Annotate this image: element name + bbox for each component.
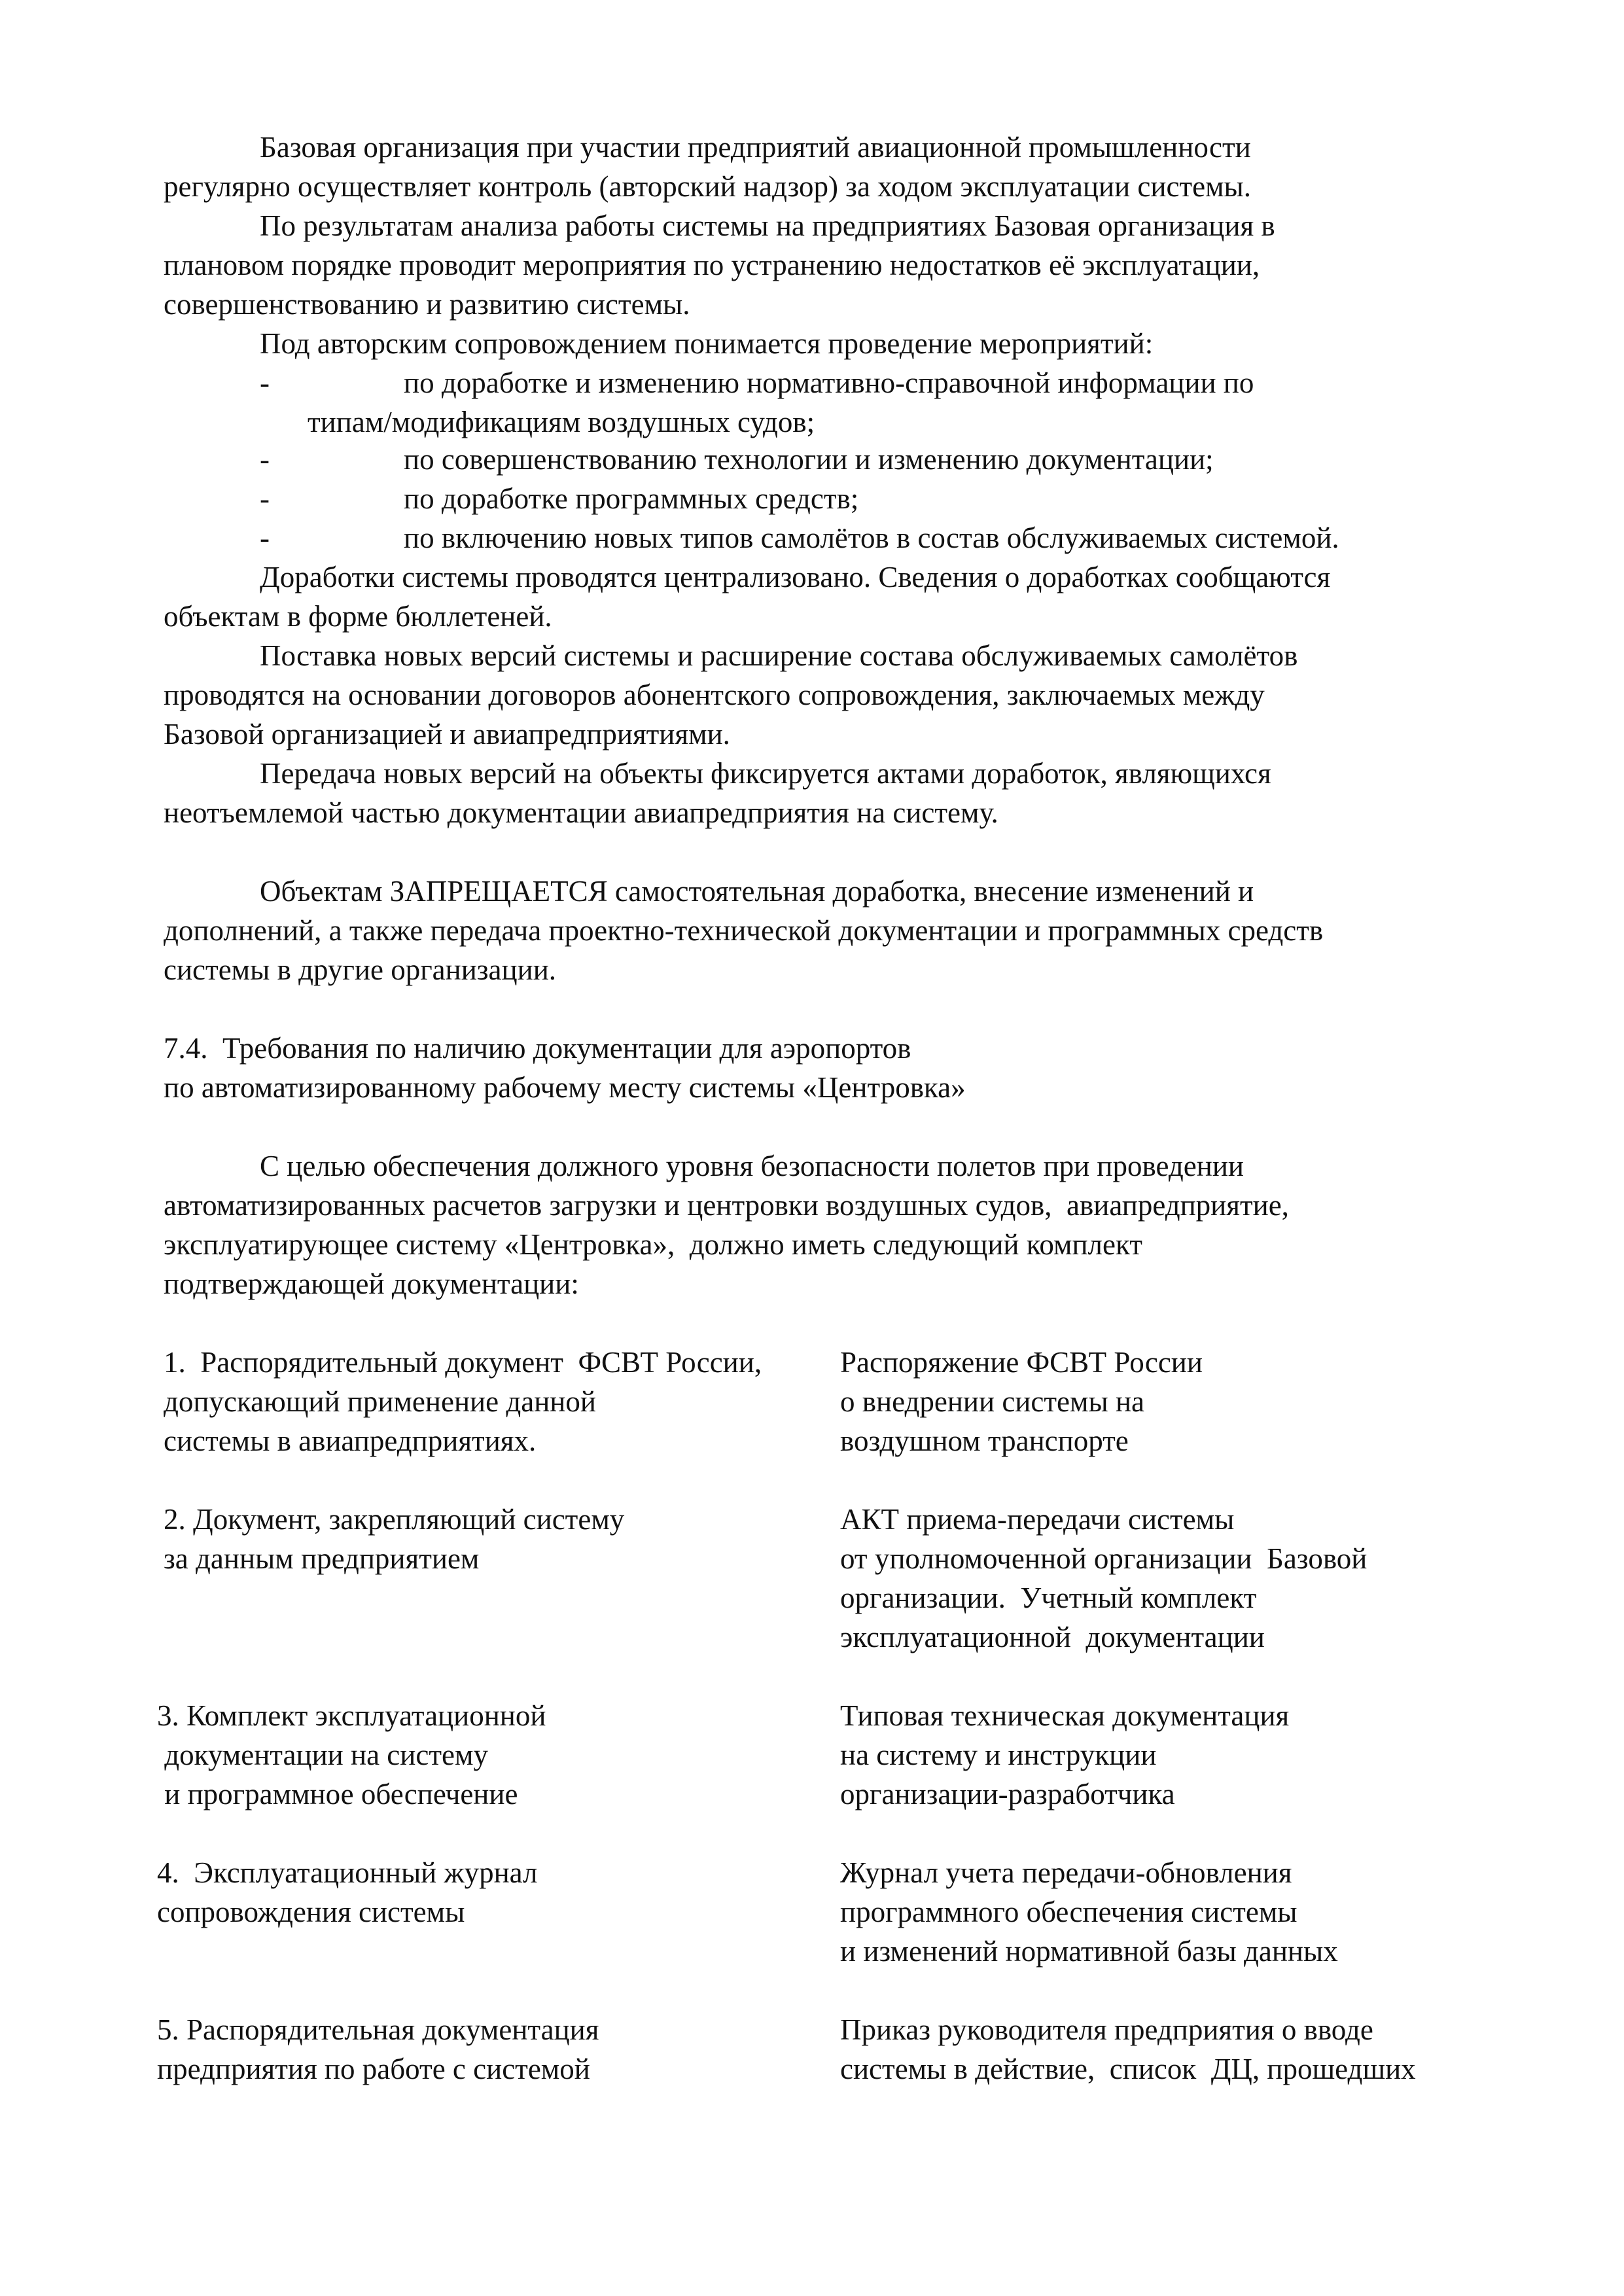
requirement-right: на систему и инструкции: [840, 1739, 1157, 1771]
requirement-right: о внедрении системы на: [840, 1385, 1145, 1418]
requirement-right: Типовая техническая документация: [840, 1699, 1290, 1732]
requirement-left: 2. Документ, закрепляющий систему: [164, 1503, 625, 1536]
requirement-left: и программное обеспечение: [157, 1778, 518, 1810]
bullet-item: по совершенствованию технологии и изменению документации;: [404, 443, 1214, 476]
paragraph-line: плановом порядке проводит мероприятия по устранению недостатков её эксплуатации,: [164, 249, 1260, 281]
paragraph-line: С целью обеспечения должного уровня безопасности полетов при проведении: [260, 1150, 1244, 1182]
requirement-left: системы в авиапредприятиях.: [164, 1424, 537, 1457]
paragraph-line: эксплуатирующее систему «Центровка», должно иметь следующий комплект: [164, 1228, 1142, 1261]
bullet-marker: -: [260, 521, 270, 554]
bullet-item: по доработке программных средств;: [404, 482, 859, 515]
requirement-right: организации. Учетный комплект: [840, 1581, 1257, 1614]
paragraph-line: системы в другие организации.: [164, 953, 557, 986]
bullet-item-continuation: типам/модификациям воздушных судов;: [308, 406, 815, 438]
paragraph-line: объектам в форме бюллетеней.: [164, 600, 552, 633]
paragraph-line: автоматизированных расчетов загрузки и центровки воздушных судов, авиапредприятие,: [164, 1189, 1289, 1222]
requirement-left: 5. Распорядительная документация: [157, 2013, 599, 2046]
requirement-right: Распоряжение ФСВТ России: [840, 1346, 1203, 1379]
paragraph-line: проводятся на основании договоров абонентского сопровождения, заключаемых между: [164, 679, 1265, 711]
requirement-left: 4. Эксплуатационный журнал: [157, 1856, 538, 1889]
requirement-left: предприятия по работе с системой: [157, 2053, 590, 2085]
bullet-marker: -: [260, 443, 270, 476]
paragraph-line: Базовая организация при участии предприятий авиационной промышленности: [260, 131, 1251, 164]
requirement-left: сопровождения системы: [157, 1896, 465, 1928]
bullet-marker: -: [260, 366, 270, 399]
paragraph-line: подтверждающей документации:: [164, 1267, 579, 1300]
paragraph-line: неотъемлемой частью документации авиапредприятия на систему.: [164, 796, 998, 829]
paragraph-line: Доработки системы проводятся централизовано. Сведения о доработках сообщаются: [260, 561, 1331, 593]
paragraph-line: Под авторским сопровождением понимается проведение мероприятий:: [260, 327, 1154, 360]
paragraph-line: Объектам ЗАПРЕЩАЕТСЯ самостоятельная доработка, внесение изменений и: [260, 875, 1254, 908]
requirement-right: системы в действие, список ДЦ, прошедших: [840, 2053, 1416, 2085]
requirement-left: 1. Распорядительный документ ФСВТ России,: [164, 1346, 762, 1379]
requirement-right: воздушном транспорте: [840, 1424, 1129, 1457]
requirement-right: организации-разработчика: [840, 1778, 1175, 1810]
paragraph-line: Поставка новых версий системы и расширение состава обслуживаемых самолётов: [260, 639, 1298, 672]
requirement-left: документации на систему: [157, 1739, 488, 1771]
paragraph-line: совершенствованию и развитию системы.: [164, 288, 690, 321]
paragraph-line: дополнений, а также передача проектно-технической документации и программных средств: [164, 914, 1324, 947]
bullet-item: по включению новых типов самолётов в состав обслуживаемых системой.: [404, 521, 1339, 554]
bullet-marker: -: [260, 482, 270, 515]
requirement-right: Приказ руководителя предприятия о вводе: [840, 2013, 1373, 2046]
requirement-right: эксплуатационной документации: [840, 1621, 1265, 1653]
requirement-right: АКТ приема-передачи системы: [840, 1503, 1235, 1536]
requirement-left: допускающий применение данной: [164, 1385, 596, 1418]
requirement-right: Журнал учета передачи-обновления: [840, 1856, 1292, 1889]
bullet-item: по доработке и изменению нормативно-справочной информации по: [404, 366, 1254, 399]
paragraph-line: Базовой организацией и авиапредприятиями.: [164, 718, 730, 751]
requirement-left: 3. Комплект эксплуатационной: [157, 1699, 546, 1732]
paragraph-line: Передача новых версий на объекты фиксируется актами доработок, являющихся: [260, 757, 1271, 790]
paragraph-line: По результатам анализа работы системы на предприятиях Базовая организация в: [260, 209, 1275, 242]
section-heading: по автоматизированному рабочему месту системы «Центровка»: [164, 1071, 966, 1104]
requirement-right: от уполномоченной организации Базовой: [840, 1542, 1368, 1575]
requirement-right: программного обеспечения системы: [840, 1896, 1297, 1928]
paragraph-line: регулярно осуществляет контроль (авторский надзор) за ходом эксплуатации системы.: [164, 170, 1252, 203]
section-heading: 7.4. Требования по наличию документации для аэропортов: [164, 1032, 911, 1065]
requirement-right: и изменений нормативной базы данных: [840, 1935, 1338, 1968]
requirement-left: за данным предприятием: [164, 1542, 480, 1575]
